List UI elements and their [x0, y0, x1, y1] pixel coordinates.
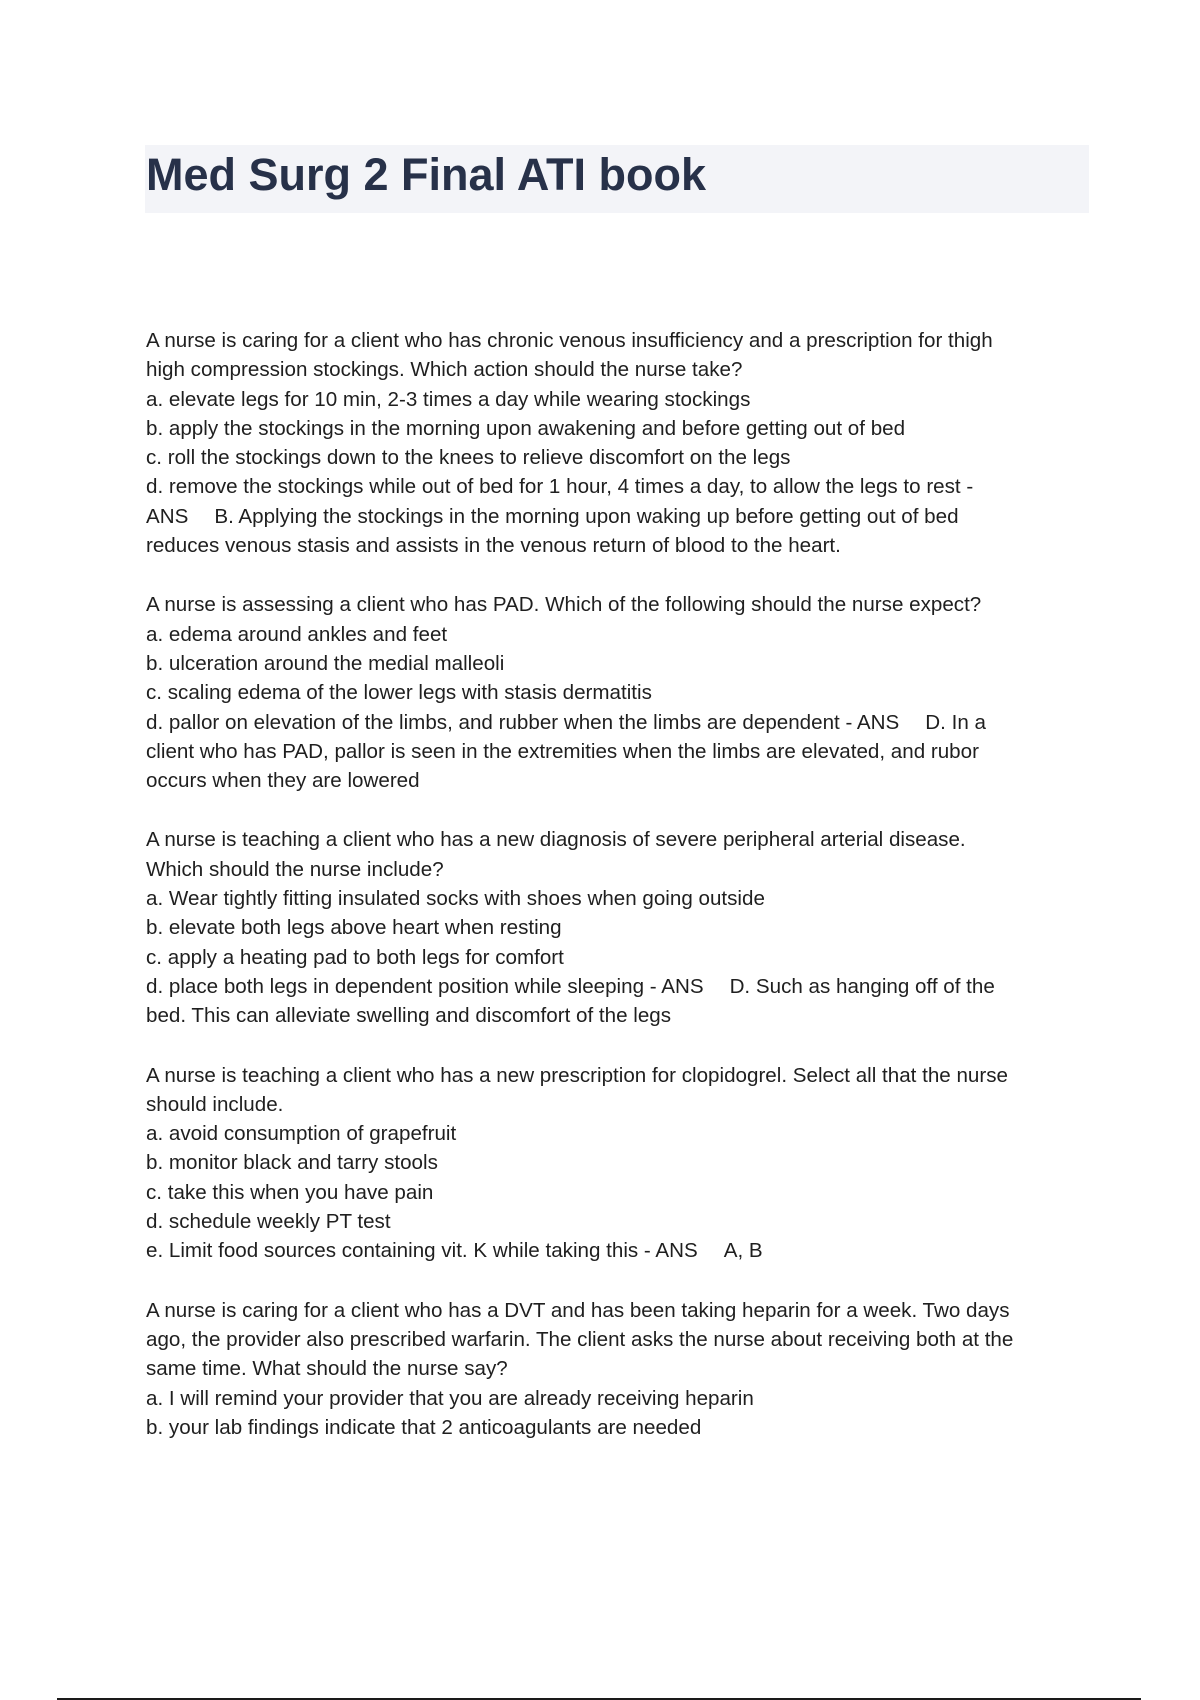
answer-option: b. monitor black and tarry stools [146, 1151, 438, 1175]
answer-explanation: reduces venous stasis and assists in the venous return of blood to the heart. [146, 534, 841, 558]
question-block [146, 825, 1094, 1030]
question-stem-line: should include. [146, 1092, 284, 1116]
answer-option: c. roll the stockings down to the knees to relieve discomfort on the legs [146, 446, 791, 470]
answer-explanation: B. Applying the stockings in the morning upon waking up before getting out of bed [214, 504, 959, 528]
answer-explanation: client who has PAD, pallor is seen in the extremities when the limbs are elevated, and rubor [146, 739, 979, 763]
answer-key-label: ANS [146, 504, 189, 528]
answer-explanation: A, B [723, 1239, 763, 1263]
answer-option: b. elevate both legs above heart when resting [146, 916, 562, 940]
question-stem-line: Which should the nurse include? [146, 857, 444, 881]
answer-explanation: D. In a [925, 710, 986, 734]
answer-option: c. scaling edema of the lower legs with stasis dermatitis [146, 681, 652, 705]
answer-key-line [146, 972, 1094, 1001]
question-stem-line: A nurse is caring for a client who has chronic venous insufficiency and a prescription for thigh [146, 329, 993, 352]
answer-option: a. I will remind your provider that you are already receiving heparin [146, 1386, 754, 1410]
answer-option: b. apply the stockings in the morning upon awakening and before getting out of bed [146, 416, 906, 440]
answer-option: a. elevate legs for 10 min, 2-3 times a day while wearing stockings [146, 387, 751, 411]
question-block [146, 1296, 1094, 1442]
answer-option: c. take this when you have pain [146, 1180, 434, 1204]
question-stem-line: A nurse is teaching a client who has a new diagnosis of severe peripheral arterial disease. [146, 828, 966, 852]
answer-option: d. schedule weekly PT test [146, 1210, 391, 1234]
answer-option: e. Limit food sources containing vit. K while taking this - ANS [146, 1239, 698, 1263]
answer-explanation: bed. This can alleviate swelling and discomfort of the legs [146, 1004, 672, 1028]
answer-option: a. edema around ankles and feet [146, 622, 448, 646]
answer-key-line [146, 1236, 1094, 1265]
answer-option: d. place both legs in dependent position while sleeping - ANS [146, 974, 704, 998]
answer-key-line [146, 502, 1094, 531]
question-block [146, 1061, 1094, 1266]
question-stem-line: A nurse is teaching a client who has a new prescription for clopidogrel. Select all that the nurse [146, 1063, 1008, 1087]
answer-option: d. remove the stockings while out of bed for 1 hour, 4 times a day, to allow the legs to rest - [146, 475, 974, 499]
answer-explanation: D. Such as hanging off of the [729, 974, 995, 998]
document-title: Med Surg 2 Final ATI book [146, 149, 707, 200]
question-stem-line: high compression stockings. Which action should the nurse take? [146, 358, 743, 382]
answer-key-line [146, 708, 1094, 737]
question-stem-line: same time. What should the nurse say? [146, 1357, 508, 1381]
answer-explanation: occurs when they are lowered [146, 769, 420, 793]
question-stem-line: A nurse is assessing a client who has PAD. Which of the following should the nurse expect? [146, 593, 982, 617]
answer-option: a. Wear tightly fitting insulated socks with shoes when going outside [146, 887, 765, 911]
answer-option: c. apply a heating pad to both legs for comfort [146, 945, 564, 969]
answer-option: d. pallor on elevation of the limbs, and rubber when the limbs are dependent - ANS [146, 710, 900, 734]
answer-option: b. your lab findings indicate that 2 anticoagulants are needed [146, 1415, 702, 1439]
question-stem-line: ago, the provider also prescribed warfarin. The client asks the nurse about receiving both at the [146, 1327, 1014, 1351]
answer-option: a. avoid consumption of grapefruit [146, 1122, 457, 1146]
answer-option: b. ulceration around the medial malleoli [146, 651, 505, 675]
question-stem-line: A nurse is caring for a client who has a DVT and has been taking heparin for a week. Two days [146, 1298, 1010, 1322]
question-block [146, 326, 1094, 560]
document-body [146, 326, 1094, 1472]
question-block [146, 590, 1094, 795]
